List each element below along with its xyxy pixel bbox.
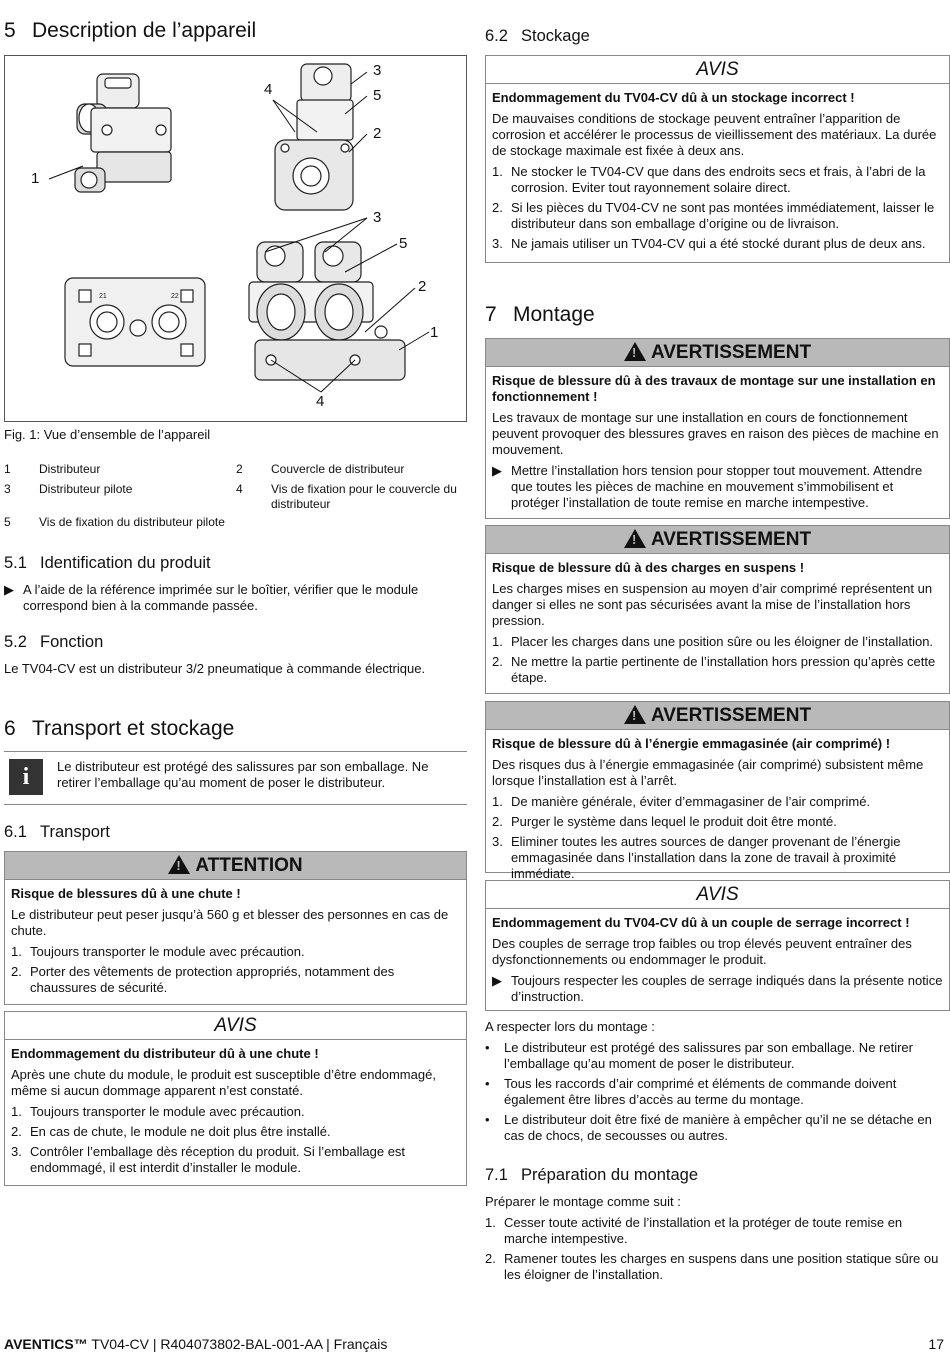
attention-title: Risque de blessures dû à une chute !: [11, 886, 241, 901]
warning-text: Les charges mises en suspension au moyen d’air comprimé représentent un danger si elles ne sont pas sécurisées avant la mise de l’installation hors pression.: [492, 581, 933, 628]
arrow-bullet-icon: ▶: [4, 582, 14, 597]
list-item: 2. Ramener toutes les charges en suspens dans une position statique sûre ou les éloigner de l’installation.: [485, 1251, 939, 1282]
warning-title: Risque de blessure dû à des travaux de montage sur une installation en fonctionnement !: [492, 373, 936, 404]
callout-number: 1: [31, 170, 40, 187]
legend-label: Distributeur pilote: [39, 482, 133, 496]
avis-header: AVIS: [486, 56, 949, 84]
arrow-bullet-icon: ▶: [492, 463, 502, 478]
avis-chute-box: [4, 1011, 467, 1186]
avis-text: Après une chute du module, le produit est susceptible d’être endommagé, même si aucun dommage apparent n’est constaté.: [11, 1067, 436, 1098]
warning-header: !AVERTISSEMENT: [486, 702, 949, 730]
info-icon: i: [9, 759, 43, 795]
list-item: 1. Toujours transporter le module avec précaution.: [11, 944, 305, 959]
legend-number: 3: [4, 482, 11, 496]
figure-legend: [4, 462, 467, 532]
section-5-1-heading: 5.1 Identification du produit: [4, 554, 211, 572]
warning-triangle-icon: [168, 855, 190, 874]
list-item: 1. Toujours transporter le module avec précaution.: [11, 1104, 305, 1119]
list-item: 1. Placer les charges dans une position sûre ou les éloigner de l’installation.: [492, 634, 934, 649]
list-item: 2. En cas de chute, le module ne doit plus être installé.: [11, 1124, 331, 1139]
list-item: • Le distributeur doit être fixé de manière à empêcher qu’il ne se détache en cas de chocs, de secousses ou autres.: [485, 1112, 932, 1143]
function-text: Le TV04-CV est un distributeur 3/2 pneumatique à commande électrique.: [4, 661, 426, 676]
warning-triangle-icon: [624, 342, 646, 361]
legend-number: 2: [236, 462, 243, 476]
avis-header: AVIS: [5, 1012, 466, 1040]
avis-title: Endommagement du TV04-CV dû à un stockage incorrect !: [492, 90, 855, 105]
legend-number: 1: [4, 462, 11, 476]
warning-text: Les travaux de montage sur une installation en cours de fonctionnement peuvent provoquer des blessures graves en raison des pièces de machine en mouvement.: [492, 410, 939, 457]
list-item: 2. Ne mettre la partie pertinente de l’installation hors pression qu’après cette étape.: [492, 654, 936, 685]
list-item: 1. Cesser toute activité de l’installation et la protéger de toute remise en marche intempestive.: [485, 1215, 903, 1246]
port-label: 21: [99, 293, 107, 300]
section-5-2-heading: 5.2 Fonction: [4, 633, 104, 651]
warning-title: Risque de blessure dû à l’énergie emmagasinée (air comprimé) !: [492, 736, 891, 751]
attention-text: Le distributeur peut peser jusqu’à 560 g et blesser des personnes en cas de chute.: [11, 907, 449, 938]
figure-caption: Fig. 1: Vue d’ensemble de l’appareil: [4, 427, 211, 442]
list-item: • Le distributeur est protégé des salissures par son emballage. Ne retirer l’emballage qu’au moment de poser le distributeur.: [485, 1040, 913, 1071]
section-6-1-heading: 6.1 Transport: [4, 823, 110, 841]
list-item: ▶ Toujours respecter les couples de serrage indiqués dans la présente notice d’instruction.: [492, 973, 943, 1004]
section-6-heading: 6 Transport et stockage: [4, 717, 235, 740]
attention-box: [4, 851, 467, 1005]
warning-title: Risque de blessure dû à des charges en suspens !: [492, 560, 805, 575]
list-item: 2. Porter des vêtements de protection appropriés, notamment des chaussures de sécurité.: [11, 964, 395, 995]
footer-brand: AVENTICS™: [4, 1336, 88, 1352]
callout-number: 5: [399, 235, 408, 252]
port-label: 22: [171, 293, 179, 300]
callout-number: 2: [418, 278, 427, 295]
legend-label: Vis de fixation du distributeur pilote: [39, 515, 225, 529]
list-item: 1. Ne stocker le TV04-CV que dans des endroits secs et frais, à l’abri de la corrosion. Eviter tout rayonnement solaire direct.: [492, 164, 926, 195]
avis-title: Endommagement du TV04-CV dû à un couple de serrage incorrect !: [492, 915, 910, 930]
warning-triangle-icon: [624, 705, 646, 724]
callout-number: 4: [316, 393, 325, 410]
identification-step: ▶ A l’aide de la référence imprimée sur le boîtier, vérifier que le module correspond bien à la commande passée.: [4, 582, 419, 613]
avis-stockage-box: [485, 55, 950, 263]
avis-title: Endommagement du distributeur dû à une chute !: [11, 1046, 319, 1061]
warning-box-3: [485, 701, 950, 881]
list-item: • Tous les raccords d’air comprimé et éléments de commande doivent également être libres d’accès au terme du montage.: [485, 1076, 897, 1107]
list-item: 1. De manière générale, éviter d’emmagasiner de l’air comprimé.: [492, 794, 871, 809]
list-item: 2. Si les pièces du TV04-CV ne sont pas montées immédiatement, laisser le distributeur dans son emballage d’origine ou de livraison.: [492, 200, 935, 231]
preparation-section: [485, 1194, 947, 1287]
info-box: [4, 751, 467, 805]
legend-label: Couvercle de distributeur: [271, 462, 405, 476]
avis-text: Des couples de serrage trop faibles ou trop élevés peuvent entraîner des dysfonctionnements ou endommager le produit.: [492, 936, 912, 967]
callout-number: 5: [373, 87, 382, 104]
warning-header: !AVERTISSEMENT: [486, 526, 949, 554]
device-illustration: [5, 56, 466, 421]
montage-requirements: [485, 1019, 947, 1148]
avis-text: De mauvaises conditions de stockage peuvent entraîner l’apparition de corrosion et accélérer le processus de vieillissement des matériaux. La durée de stockage maximale est fixée à deux ans.: [492, 111, 937, 158]
page-number: 17: [928, 1336, 944, 1352]
montage-intro: A respecter lors du montage :: [485, 1019, 655, 1034]
list-item: 3. Ne jamais utiliser un TV04-CV qui a été stocké durant plus de deux ans.: [492, 236, 926, 251]
section-7-heading: 7 Montage: [485, 303, 595, 326]
section-7-1-heading: 7.1 Préparation du montage: [485, 1166, 699, 1184]
list-item: 3. Contrôler l’emballage dès réception du produit. Si l’emballage est endommagé, il est interdit d’installer le module.: [11, 1144, 406, 1175]
list-item: ▶ Mettre l’installation hors tension pour stopper tout mouvement. Attendre que toutes les pièces de machine en mouvement s’immobilisent et protéger l’installation de toute remise en marche intempestive.: [492, 463, 923, 510]
warning-text: Des risques dus à l’énergie emmagasinée (air comprimé) subsistent même lorsque l’installation est à l’arrêt.: [492, 757, 924, 788]
callout-number: 3: [373, 62, 382, 79]
callout-number: 4: [264, 81, 273, 98]
list-item: 3. Eliminer toutes les autres sources de danger provenant de l’énergie emmagasinée dans l’installation dans la zone de travail à proximité immédiate.: [492, 834, 901, 881]
footer-doc: TV04-CV | R404073802-BAL-001-AA | Français: [87, 1336, 388, 1352]
list-item: 2. Purger le système dans lequel le produit doit être monté.: [492, 814, 837, 829]
attention-header: !ATTENTION: [5, 852, 466, 880]
callout-number: 1: [430, 324, 439, 341]
device-figure: [4, 55, 467, 422]
warning-triangle-icon: [624, 529, 646, 548]
preparation-intro: Préparer le montage comme suit :: [485, 1194, 681, 1209]
callout-number: 2: [373, 125, 382, 142]
section-6-2-heading: 6.2 Stockage: [485, 27, 590, 45]
avis-serrage-box: [485, 880, 950, 1011]
info-text: Le distributeur est protégé des salissures par son emballage. Ne retirer l’emballage qu’au moment de poser le distributeur.: [57, 759, 429, 790]
warning-box-1: [485, 338, 950, 519]
legend-number: 5: [4, 515, 11, 529]
section-5-heading: 5 Description de l’appareil: [4, 19, 257, 42]
warning-box-2: [485, 525, 950, 694]
arrow-bullet-icon: ▶: [492, 973, 502, 988]
callout-number: 3: [373, 209, 382, 226]
page-footer: [4, 1336, 946, 1356]
warning-header: !AVERTISSEMENT: [486, 339, 949, 367]
legend-number: 4: [236, 482, 243, 496]
legend-label: Vis de fixation pour le couvercle du distributeur: [271, 482, 457, 511]
legend-label: Distributeur: [39, 462, 101, 476]
avis-header: AVIS: [486, 881, 949, 909]
